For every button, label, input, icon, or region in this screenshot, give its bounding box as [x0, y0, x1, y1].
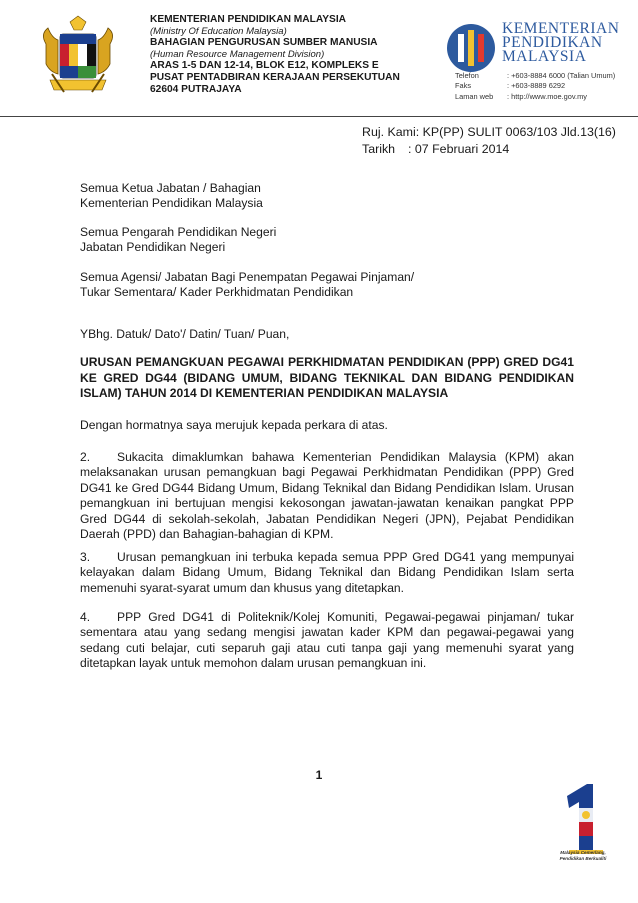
date-value: : 07 Februari 2014 — [408, 142, 510, 156]
letter-subject: URUSAN PEMANGKUAN PEGAWAI PERKHIDMATAN PENDIDIKAN (PPP) GRED DG41 KE GRED DG44 (BIDANG UMUM, BIDANG TEKNIKAL DAN BIDANG PENDIDIKAN ISLAM) TAHUN 2014 DI KEMENTERIAN PENDIDIKAN MALAYSIA — [80, 355, 574, 401]
contact-info — [455, 71, 615, 102]
one-malaysia-logo-icon — [553, 778, 609, 858]
footer-logo-caption: Malaysia Cemerlang, Pendidikan Berkualiti — [559, 850, 607, 861]
division-name: BAHAGIAN PENGURUSAN SUMBER MANUSIA — [150, 37, 378, 49]
salutation: YBhg. Datuk/ Dato'/ Datin/ Tuan/ Puan, — [80, 327, 290, 341]
paragraph-number: 4. — [80, 610, 91, 624]
date-label: Tarikh — [362, 142, 396, 156]
logo-line-2: PENDIDIKAN — [502, 34, 603, 51]
recipient-line: Semua Ketua Jabatan / Bahagian — [80, 181, 261, 195]
address-line-3: 62604 PUTRAJAYA — [150, 83, 242, 95]
opening-sentence: Dengan hormatnya saya merujuk kepada perkara di atas. — [80, 418, 388, 432]
address-line-2: PUSAT PENTADBIRAN KERAJAAN PERSEKUTUAN — [150, 71, 400, 83]
address-line-1: ARAS 1-5 DAN 12-14, BLOK E12, KOMPLEKS E — [150, 60, 379, 72]
paragraph-number: 3. — [80, 550, 91, 564]
kpm-logo-icon — [446, 20, 496, 76]
contact-value: : +603-8889 6292 — [507, 81, 566, 91]
recipient-line: Semua Agensi/ Jabatan Bagi Penempatan Pegawai Pinjaman/ — [80, 270, 415, 284]
contact-value: : http://www.moe.gov.my — [507, 91, 587, 101]
paragraph-text: Sukacita dimaklumkan bahawa Kementerian Pendidikan Malaysia (KPM) akan melaksanakan urusan pemangkuan bagi Pegawai Perkhidmatan Pendidikan (PPP) Gred DG41 ke Gred DG44 Bidang Umum, Bidang Teknikal dan Bidang Pendidikan Islam. Urusan pemangkuan ini bertujuan mengisi kekosongan jawatan-jawatan kenaikan pangkat PPP Gred DG44 di sekolah-sekolah, Jabatan Pendidikan Negeri (JPN), Pejabat Pendidikan Daerah (PPD) dan Bahagian-bahagian di KPM. — [80, 450, 574, 542]
logo-line-1: KEMENTERIAN — [502, 20, 620, 37]
logo-line-3: MALAYSIA — [502, 48, 587, 65]
recipient-block — [80, 270, 574, 301]
page-number: 1 — [315, 768, 323, 782]
paragraph-text: PPP Gred DG41 di Politeknik/Kolej Komuniti, Pegawai-pegawai pinjaman/ tukar sementara atau yang sedang mengisi jawatan kader KPM dan pegawai-pegawai yang sedang cuti belajar, cuti separuh gaji atau cuti tanpa gaji yang memenuhi syarat yang ditetapkan layak untuk memohon dalam urusan pemangkuan ini. — [80, 610, 574, 671]
paragraph-number: 2. — [80, 450, 91, 464]
paragraph — [80, 550, 574, 596]
recipient-block — [80, 225, 574, 256]
reference-block — [362, 124, 616, 158]
paragraph — [80, 450, 574, 542]
recipient-line: Jabatan Pendidikan Negeri — [80, 240, 226, 255]
contact-label: Faks — [455, 81, 472, 91]
ministry-name-en: (Ministry Of Education Malaysia) — [150, 25, 287, 37]
contact-value: : +603-8884 6000 (Talian Umum) — [507, 71, 616, 80]
contact-row — [455, 92, 615, 102]
paragraph-text: Urusan pemangkuan ini terbuka kepada semua PPP Gred DG41 yang mempunyai kelayakan dalam Bidang Umum, Bidang Teknikal dan Bidang Pendidikan Islam serta memenuhi syarat-syarat umum dan khusus yang ditetapkan. — [80, 550, 574, 595]
recipient-line: Kementerian Pendidikan Malaysia — [80, 196, 263, 211]
reference-number: Ruj. Kami: KP(PP) SULIT 0063/103 Jld.13(16) — [362, 125, 616, 139]
division-name-en: (Human Resource Management Division) — [150, 48, 325, 60]
ministry-name: KEMENTERIAN PENDIDIKAN MALAYSIA — [150, 14, 347, 25]
paragraph — [80, 610, 574, 672]
kpm-logo-text — [502, 22, 619, 64]
recipient-block — [80, 181, 574, 212]
coat-of-arms-logo — [30, 14, 126, 104]
header-divider — [0, 116, 638, 117]
letterhead-address — [150, 14, 450, 95]
date-row — [362, 141, 616, 158]
contact-row — [455, 81, 615, 91]
contact-label: Laman web — [455, 91, 494, 101]
recipient-line: Tukar Sementara/ Kader Perkhidmatan Pendidikan — [80, 285, 354, 300]
contact-label: Telefon — [455, 71, 479, 80]
recipient-line: Semua Pengarah Pendidikan Negeri — [80, 225, 277, 239]
contact-row — [455, 71, 615, 81]
